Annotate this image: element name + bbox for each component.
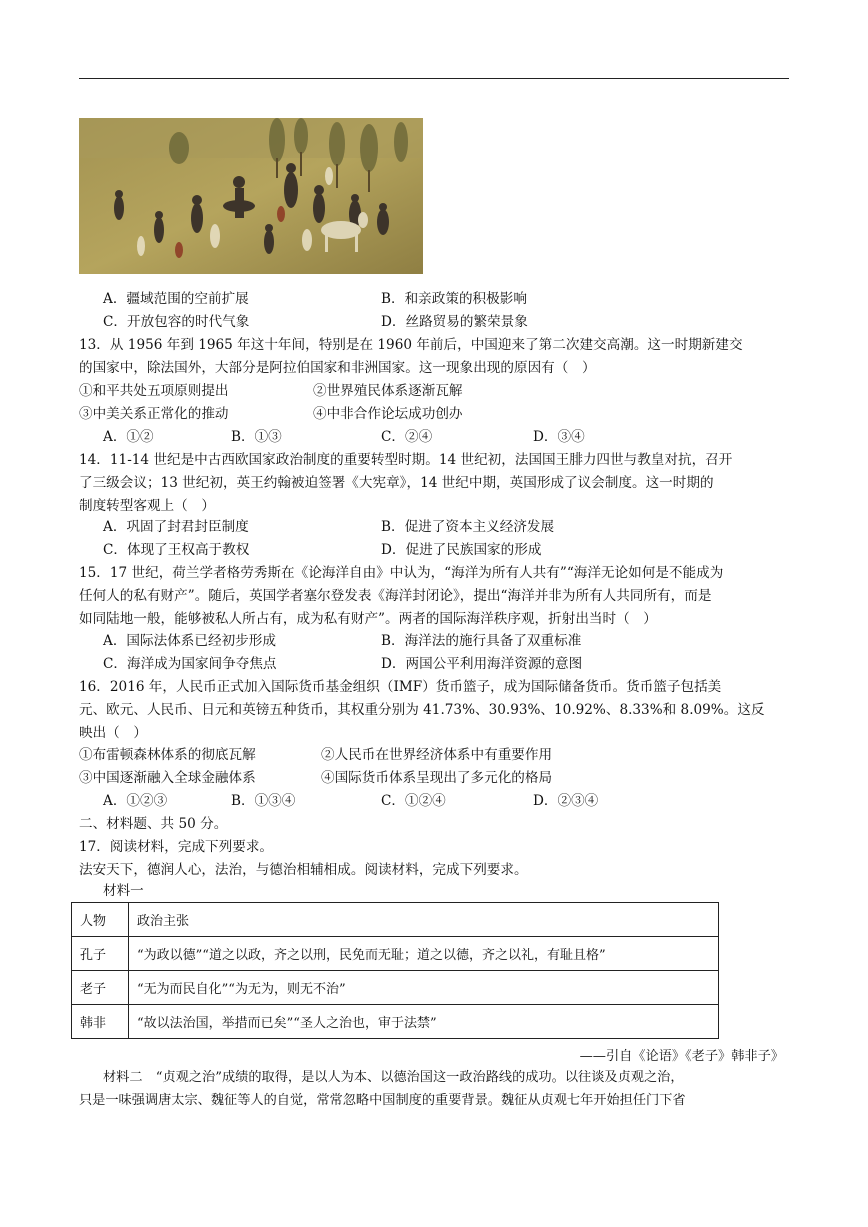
q17-title: 17．阅读材料，完成下列要求。: [79, 839, 274, 855]
q14-option-a: A．巩固了封君封臣制度: [103, 519, 249, 535]
table-cell-person: 孔子: [72, 937, 129, 971]
q13-option-c: C．②④: [381, 429, 433, 445]
q13-option-d: D．③④: [533, 429, 585, 445]
q14-stem-line: 制度转型客观上（ ）: [79, 498, 215, 514]
q14-option-d: D．促进了民族国家的形成: [381, 542, 542, 558]
table-header-cell: 人物: [72, 903, 129, 937]
q15-option-a: A．国际法体系已经初步形成: [103, 633, 276, 649]
q15-option-d: D．两国公平利用海洋资源的意图: [381, 656, 583, 672]
section-heading: 二、材料题、共 50 分。: [79, 816, 228, 832]
table-cell-person: 老子: [72, 971, 129, 1005]
q16-item-1: ①布雷顿森林体系的彻底瓦解: [79, 747, 256, 763]
header-rule: [79, 78, 789, 79]
table-cell-view: “故以法治国，举措而已矣”“圣人之治也，审于法禁”: [129, 1005, 719, 1039]
q16-option-c: C．①②④: [381, 793, 446, 809]
q17-intro: 法安天下，德润人心，法治，与德治相辅相成。阅读材料，完成下列要求。: [79, 862, 528, 878]
q12-option-b: B．和亲政策的积极影响: [381, 291, 527, 307]
material1-source: ——引自《论语》《老子》韩非子》: [579, 1049, 784, 1064]
table-header-cell: 政治主张: [129, 903, 719, 937]
q13-option-a: A．①②: [103, 429, 154, 445]
table-row: [72, 1005, 719, 1039]
historical-painting-image: [79, 118, 423, 274]
q15-option-c: C．海洋成为国家间争夺焦点: [103, 656, 277, 672]
q16-stem-line: 16．2016 年，人民币正式加入国际货币基金组织（IMF）货币篮子，成为国际储备货币。货币篮子包括美: [79, 679, 722, 695]
q13-stem-line: 的国家中，除法国外，大部分是阿拉伯国家和非洲国家。这一现象出现的原因有（ ）: [79, 360, 596, 376]
table-row: [72, 937, 719, 971]
table-header-row: [72, 903, 719, 937]
q14-stem-line: 14．11-14 世纪是中古西欧国家政治制度的重要转型时期。14 世纪初，法国国王腓力四世与教皇对抗，召开: [79, 452, 733, 468]
q13-item-4: ④中非合作论坛成功创办: [313, 406, 463, 422]
q13-option-b: B．①③: [231, 429, 282, 445]
q16-item-3: ③中国逐渐融入全球金融体系: [79, 770, 256, 786]
q15-option-b: B．海洋法的施行具备了双重标准: [381, 633, 582, 649]
material1-label: 材料一: [103, 883, 144, 899]
q16-stem-line: 映出（ ）: [79, 725, 147, 741]
q12-option-c: C．开放包容的时代气象: [103, 314, 250, 330]
q16-option-d: D．②③④: [533, 793, 599, 809]
material1-table: [71, 902, 719, 1039]
q16-item-4: ④国际货币体系呈现出了多元化的格局: [321, 770, 553, 786]
q12-option-d: D．丝路贸易的繁荣景象: [381, 314, 528, 330]
q13-item-3: ③中美关系正常化的推动: [79, 406, 229, 422]
q13-item-2: ②世界殖民体系逐渐瓦解: [313, 383, 463, 399]
q16-item-2: ②人民币在世界经济体系中有重要作用: [321, 747, 553, 763]
q16-option-a: A．①②③: [103, 793, 168, 809]
table-cell-view: “为政以德”“道之以政，齐之以刑，民免而无耻；道之以德，齐之以礼，有耻且格”: [129, 937, 719, 971]
material2-line: 只是一味强调唐太宗、魏征等人的自觉，常常忽略中国制度的重要背景。魏征从贞观七年开始担任门下省: [79, 1093, 686, 1108]
table-cell-view: “无为而民自化”“为无为，则无不治”: [129, 971, 719, 1005]
q14-option-b: B．促进了资本主义经济发展: [381, 519, 555, 535]
q15-stem-line: 任何人的私有财产”。随后，英国学者塞尔登发表《海洋封闭论》，提出“海洋并非为所有人共同所有，而是: [79, 588, 712, 604]
q14-stem-line: 了三级会议；13 世纪初，英王约翰被迫签署《大宪章》，14 世纪中期，英国形成了议会制度。这一时期的: [79, 475, 714, 491]
q15-stem-line: 15．17 世纪，荷兰学者格劳秀斯在《论海洋自由》中认为，“海洋为所有人共有”“海洋无论如何是不能成为: [79, 565, 724, 581]
q13-item-1: ①和平共处五项原则提出: [79, 383, 229, 399]
q13-stem-line: 13．从 1956 年到 1965 年这十年间，特别是在 1960 年前后，中国迎来了第二次建交高潮。这一时期新建交: [79, 337, 743, 353]
table-cell-person: 韩非: [72, 1005, 129, 1039]
q16-stem-line: 元、欧元、人民币、日元和英镑五种货币，其权重分别为 41.73%、30.93%、10.92%、8.33%和 8.09%。这反: [79, 702, 765, 718]
material2-line: 材料二 “贞观之治”成绩的取得，是以人为本、以德治国这一政治路线的成功。以往谈及贞观之治，: [103, 1070, 684, 1085]
q14-option-c: C．体现了王权高于教权: [103, 542, 250, 558]
q12-option-a: A．疆域范围的空前扩展: [103, 291, 249, 307]
table-row: [72, 971, 719, 1005]
q16-option-b: B．①③④: [231, 793, 296, 809]
q15-stem-line: 如同陆地一般，能够被私人所占有，成为私有财产”。两者的国际海洋秩序观，折射出当时（ ）: [79, 611, 657, 627]
